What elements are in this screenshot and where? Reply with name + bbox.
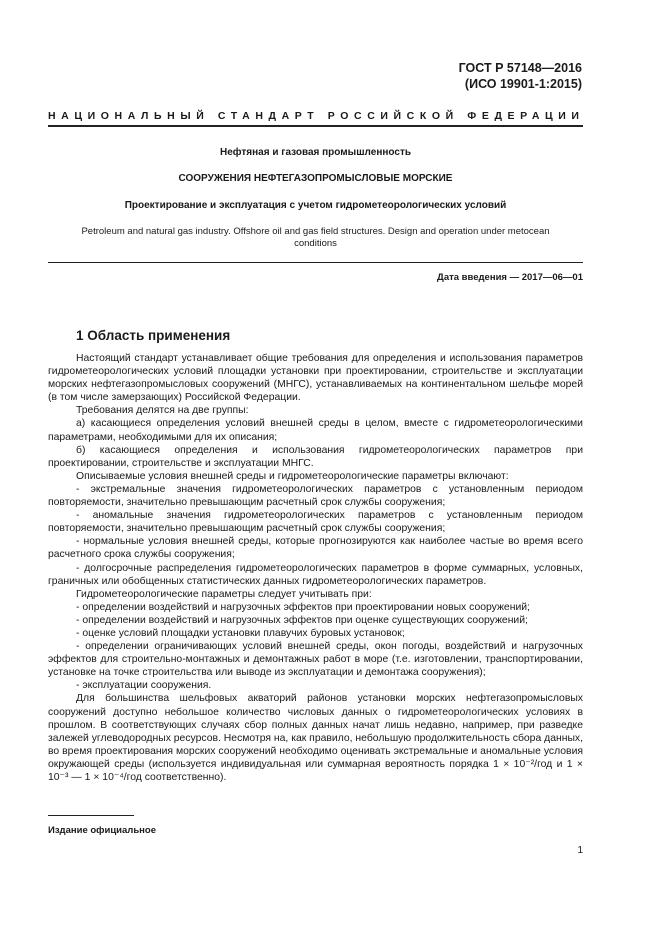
paragraph: Настоящий стандарт устанавливает общие требования для определения и использования параметров гидрометеорологических условий площадки установки при проектировании, строительстве и эксплуатации морских нефтегазопромысловых сооружений (МНГС), устанавливаемых на континентальном шельфе морей (в том числе замерзающих) Российской Федерации. bbox=[48, 353, 583, 404]
iso-number: (ИСО 19901-1:2015) bbox=[464, 77, 582, 91]
gost-number: ГОСТ Р 57148—2016 bbox=[458, 61, 582, 75]
introduction-date: Дата введения — 2017—06—01 bbox=[437, 272, 583, 283]
list-item: - долгосрочные распределения гидрометеорологических параметров в форме суммарных, условных, граничных или обобщенных статистических данных гидрометеорологических параметров. bbox=[48, 562, 583, 587]
section-heading: 1 Область применения bbox=[76, 328, 231, 343]
list-item: - оценке условий площадки установки плавучих буровых установок; bbox=[76, 627, 405, 639]
list-item: - эксплуатации сооружения. bbox=[76, 680, 212, 692]
section-body bbox=[48, 352, 583, 784]
list-item: а) касающиеся определения условий внешней среды в целом, вместе с гидрометеорологическими параметрами, необходимыми для их описания; bbox=[48, 418, 583, 443]
standard-designation bbox=[459, 60, 582, 92]
paragraph: Требования делятся на две группы: bbox=[76, 405, 249, 417]
list-item: б) касающиеся определения и использования гидрометеорологических параметров при проектировании, строительстве и эксплуатации МНГС. bbox=[48, 444, 583, 469]
national-standard-heading: НАЦИОНАЛЬНЫЙ СТАНДАРТ РОССИЙСКОЙ ФЕДЕРАЦИИ bbox=[48, 110, 585, 122]
industry-title: Нефтяная и газовая промышленность bbox=[220, 147, 411, 158]
official-edition-label: Издание официальное bbox=[48, 825, 156, 836]
main-title: СООРУЖЕНИЯ НЕФТЕГАЗОПРОМЫСЛОВЫЕ МОРСКИЕ bbox=[178, 173, 453, 184]
list-item: - определении ограничивающих условий внешней среды, окон погоды, воздействий и нагрузочных эффектов для строительно-монтажных и демонтажных работ в море (т.е. изготовлении, транспортировании, установке на точке строительства или выводе из эксплуатации и демонтажа сооружения); bbox=[48, 641, 583, 679]
list-item: - определении воздействий и нагрузочных эффектов при оценке существующих сооружений; bbox=[76, 614, 528, 626]
footer-rule bbox=[48, 815, 134, 816]
subtitle: Проектирование и эксплуатация с учетом гидрометеорологических условий bbox=[124, 200, 507, 211]
paragraph: Гидрометеорологические параметры следует учитывать при: bbox=[76, 588, 372, 600]
paragraph: Для большинства шельфовых акваторий районов установки морских нефтегазопромысловых сооружений доступно небольшое количество числовых данных о гидрометеорологических условиях в прошлом. В соответствующих случаях сбор полных данных начат лишь недавно, например, при разведке залежей углеводородных ресурсов. Несмотря на, как правило, небольшую продолжительность сбора данных, во время проектирования морских сооружений необходимо оценивать экстремальные и аномальные условия окружающей среды (используется индивидуальная или суммарная вероятность порядка 1 × 10⁻²/год и 1 × 10⁻³ — 1 × 10⁻⁴/год соответственно). bbox=[48, 693, 583, 783]
page-number: 1 bbox=[577, 845, 583, 856]
english-title: Petroleum and natural gas industry. Offshore oil and gas field structures. Design and operation under metocean conditions bbox=[81, 226, 550, 249]
paragraph: Описываемые условия внешней среды и гидрометеорологические параметры включают: bbox=[76, 470, 509, 482]
list-item: - определении воздействий и нагрузочных эффектов при проектировании новых сооружений; bbox=[76, 601, 530, 613]
header-rule bbox=[48, 125, 583, 127]
list-item: - нормальные условия внешней среды, которые прогнозируются как наиболее частые во время всего расчетного срока службы сооружения; bbox=[48, 536, 583, 561]
title-rule bbox=[48, 262, 583, 263]
list-item: - экстремальные значения гидрометеорологических параметров с установленным периодом повторяемости, значительно превышающим расчетный срок службы сооружения; bbox=[48, 483, 583, 509]
list-item: - аномальные значения гидрометеорологических параметров с установленным периодом повторяемости, значительно превышающим расчетный срок службы сооружения; bbox=[48, 510, 583, 535]
